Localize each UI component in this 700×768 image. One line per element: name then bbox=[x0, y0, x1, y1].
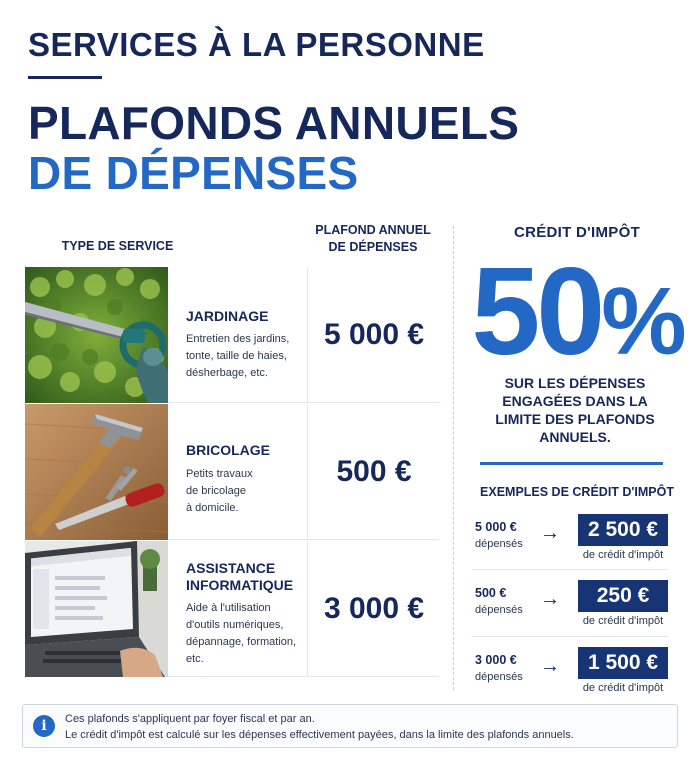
credit-caption-line: ANNUELS. bbox=[539, 429, 611, 445]
example-credit-label: de crédit d'impôt bbox=[582, 615, 664, 627]
credit-rule bbox=[480, 462, 663, 465]
service-desc-line: Aide à l'utilisation bbox=[186, 602, 271, 614]
example-item bbox=[472, 514, 672, 576]
row-info bbox=[186, 267, 326, 403]
credit-caption-line: ENGAGÉES DANS LA bbox=[502, 393, 648, 409]
service-cap-amount: 500 € bbox=[336, 455, 412, 488]
service-name: BRICOLAGE bbox=[186, 442, 270, 458]
credit-percent-sign: % bbox=[601, 268, 683, 375]
service-cap-amount: 5 000 € bbox=[323, 318, 425, 351]
column-divider bbox=[307, 267, 308, 403]
table-row-assistance-informatique bbox=[25, 541, 439, 677]
service-desc-line: etc. bbox=[186, 653, 204, 665]
column-header-cap-line1: PLAFOND ANNUEL bbox=[315, 223, 431, 237]
arrow-right-icon: → bbox=[540, 588, 560, 610]
info-note-line: Ces plafonds s'appliquent par foyer fiscal et par an. bbox=[65, 713, 315, 725]
service-desc-line: dépannage, formation, bbox=[186, 636, 297, 648]
service-desc-line: Entretien des jardins, bbox=[186, 333, 290, 345]
page-kicker: SERVICES À LA PERSONNE bbox=[28, 26, 485, 63]
credit-percent-value: 50 bbox=[471, 243, 602, 381]
column-divider bbox=[307, 541, 308, 677]
example-spent-label: dépensés bbox=[475, 671, 523, 683]
example-credit-box: 1 500 € bbox=[578, 647, 668, 679]
credit-caption-line: SUR LES DÉPENSES bbox=[504, 375, 646, 391]
example-item bbox=[472, 580, 672, 642]
example-separator bbox=[472, 569, 668, 570]
service-name: ASSISTANCE bbox=[186, 560, 276, 576]
service-desc-line: à domicile. bbox=[186, 502, 239, 514]
example-spent: 3 000 € bbox=[475, 653, 517, 667]
service-desc-line: tonte, taille de haies, bbox=[186, 350, 287, 362]
column-header-cap bbox=[308, 222, 438, 256]
page-title-line1: PLAFONDS ANNUELS bbox=[28, 97, 520, 149]
example-spent: 500 € bbox=[475, 586, 507, 600]
row-info bbox=[186, 541, 326, 677]
service-desc-line: d'outils numériques, bbox=[186, 619, 284, 631]
panel-separator bbox=[453, 226, 454, 690]
info-note bbox=[22, 704, 678, 748]
examples-heading: EXEMPLES DE CRÉDIT D'IMPÔT bbox=[480, 485, 674, 499]
credit-heading: CRÉDIT D'IMPÔT bbox=[513, 224, 641, 241]
credit-caption bbox=[475, 374, 675, 446]
column-divider bbox=[307, 404, 308, 540]
hedge-trimmer-photo bbox=[25, 267, 168, 403]
kicker-rule bbox=[28, 76, 102, 79]
service-desc-line: Petits travaux bbox=[186, 468, 253, 480]
row-info bbox=[186, 404, 326, 540]
example-spent-label: dépensés bbox=[475, 538, 523, 550]
credit-caption-line: LIMITE DES PLAFONDS bbox=[495, 411, 655, 427]
example-credit-box: 2 500 € bbox=[578, 514, 668, 546]
example-item bbox=[472, 647, 672, 709]
hammer-tools-photo bbox=[25, 404, 168, 540]
service-desc-line: désherbage, etc. bbox=[186, 367, 268, 379]
credit-percent bbox=[462, 243, 692, 384]
page-title-line2: DE DÉPENSES bbox=[28, 147, 359, 199]
example-spent: 5 000 € bbox=[475, 520, 517, 534]
table-row-jardinage bbox=[25, 267, 439, 403]
example-separator bbox=[472, 636, 668, 637]
table-row-bricolage bbox=[25, 404, 439, 540]
info-icon: i bbox=[33, 715, 55, 737]
example-credit-label: de crédit d'impôt bbox=[582, 549, 664, 561]
example-spent-label: dépensés bbox=[475, 604, 523, 616]
column-header-type: TYPE DE SERVICE bbox=[61, 239, 174, 253]
arrow-right-icon: → bbox=[540, 655, 560, 677]
service-name: INFORMATIQUE bbox=[186, 577, 294, 593]
laptop-photo bbox=[25, 541, 168, 677]
info-note-line: Le crédit d'impôt est calculé sur les dépenses effectivement payées, dans la limite des plafonds annuels. bbox=[65, 729, 574, 741]
example-credit-box: 250 € bbox=[578, 580, 668, 612]
service-name: JARDINAGE bbox=[186, 308, 269, 324]
service-cap-amount: 3 000 € bbox=[323, 592, 425, 625]
service-desc-line: de bricolage bbox=[186, 485, 246, 497]
example-credit-label: de crédit d'impôt bbox=[582, 682, 664, 694]
column-header-cap-line2: DE DÉPENSES bbox=[328, 240, 418, 254]
arrow-right-icon: → bbox=[540, 522, 560, 544]
